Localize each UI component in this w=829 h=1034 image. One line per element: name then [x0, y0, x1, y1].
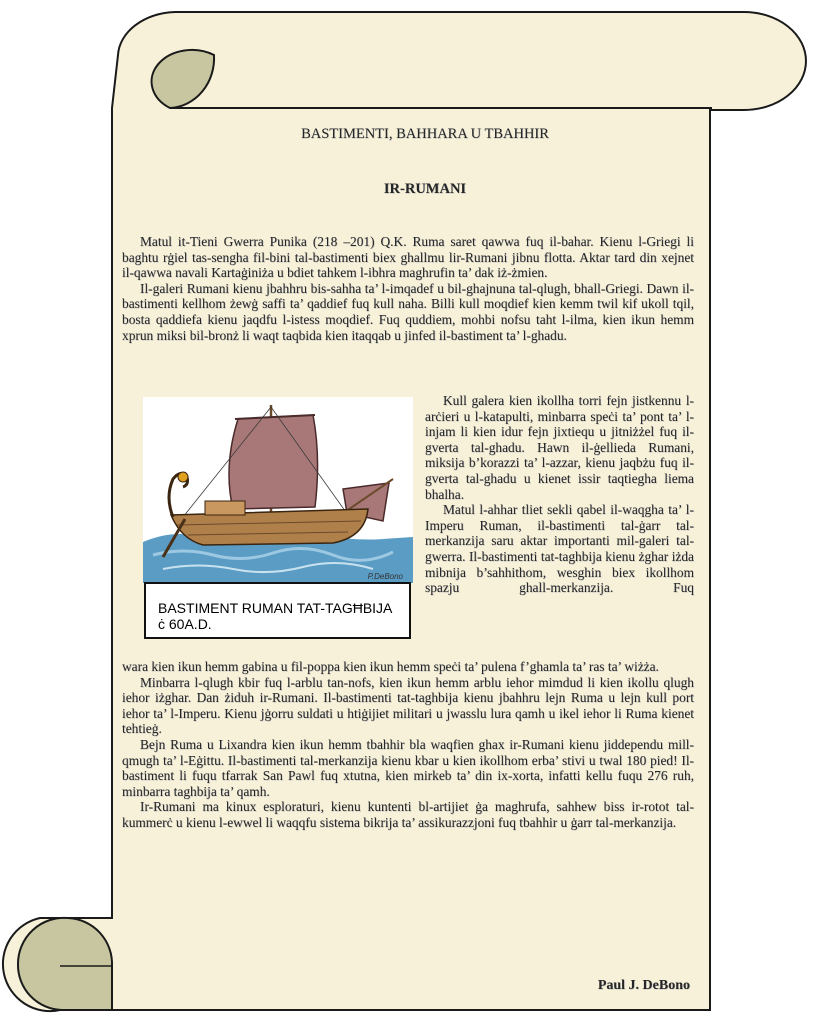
- ship-illustration: [143, 397, 413, 583]
- bottom-curl: [18, 918, 112, 1010]
- paragraph: Matul it-Tieni Gwerra Punika (218 –201) Q.K. Ruma saret qawwa fuq il-bahar. Kienu l-Griegi li baghtu rġiel tas-sengha fil-bini tal-bastimenti biex ghallmu lir-Rumani jibnu flotta. Aktar tard din xejnet il-qawwa navali Kartaġiniża u bdiet tahkem l-ibhra maghrufin ta’ dak iż-żmien.: [122, 234, 694, 281]
- main-text-continued: [122, 659, 694, 831]
- figure-caption: BASTIMENT RUMAN TAT-TAGĦBIJA ċ 60A.D.: [144, 582, 411, 639]
- main-sail: [229, 415, 318, 509]
- side-column-text: [425, 393, 694, 596]
- hull: [171, 509, 368, 545]
- paragraph: Kull galera kien ikollha torri fejn jistkennu l-arċieri u l-katapulti, minbarra speċi ta’ pont ta’ l-injam li kien idur fejn jixtiequ u jitniżżel fuq il-gverta tal-ghadu. Hawn il-ġellieda Rumani, miksija b’korazzi ta’ l-azzar, kienu jaqbżu fuq il-gverta tal-ghadu u kienet issir taqtiegha liema bhalha.: [425, 393, 694, 502]
- ship-drawing: [143, 397, 413, 583]
- paragraph-continuation: wara kien ikun hemm gabina u fil-poppa kien ikun hemm speċi ta’ pulena f’ghamla ta’ ras ta’ wiżża.: [122, 659, 659, 674]
- stern-ornament: [178, 472, 188, 482]
- paragraph: Minbarra l-qlugh kbir fuq l-arblu tan-nofs, kien ikun hemm arblu iehor mimdud li kien ikollu qlugh iehor iżghar. Dan żiduh ir-Rumani. Il-bastimenti tat-taghbija kienu jbahhru lejn Ruma u lejn kull port iehor ta’ l-Imperu. Kienu jġorru suldati u htiġijiet militari u jwasslu lura qamh u ikel iehor li Ruma kienet tehtieġ.: [122, 674, 694, 737]
- artist-signature: P.DeBono: [367, 572, 403, 581]
- cabin: [205, 501, 245, 515]
- author-signature: Paul J. DeBono: [597, 978, 690, 993]
- intro-text: [122, 234, 694, 343]
- paragraph: Il-galeri Rumani kienu jbahhru bis-sahha ta’ l-imqadef u bil-ghajnuna tal-qlugh, bhall-Griegi. Dawn il-bastimenti kellhom żewġ saffi ta’ qaddief fuq kull naha. Billi kull moqdief kien kemm twil kif ukoll tqil, bosta qaddiefa kienu jaqdfu l-istess moqdief. Fuq quddiem, mohbi nofsu taht l-ilma, kien ikun hemm xprun miksi bil-bronż li waqt taqbida kien itaqqab u jinfed il-bastiment ta’ l-ghadu.: [122, 280, 694, 343]
- section-title: IR-RUMANI: [383, 181, 467, 197]
- paragraph: Ir-Rumani ma kinux esploraturi, kienu kuntenti bl-artijiet ġa maghrufa, sahhew biss ir-rotot tal-kummerċ u kienu l-ewwel li waqqfu sistema bikrija ta’ assikurazzjoni fuq tbahhir u ġarr tal-merkanzija.: [122, 799, 694, 830]
- document-title: BASTIMENTI, BAHHARA U TBAHHIR: [301, 126, 549, 142]
- paragraph: Bejn Ruma u Lixandra kien ikun hemm tbahhir bla waqfien ghax ir-Rumani kienu jiddependu mill-qmugh ta’ l-Eġittu. Il-bastimenti tal-merkanzija kienu kbar u kien ikollhom erba’ stivi u twal 180 pied! Il-bastiment li fuqu tfarrak San Pawl fuq xtutna, kien mirkeb ta’ din ix-xorta, infatti kellu fuqu 276 ruh, minbarra taghbija ta’ qamh.: [122, 736, 694, 799]
- paragraph: Matul l-ahhar tliet sekli qabel il-waqgha ta’ l-Imperu Ruman, il-bastimenti tal-ġarr tal-merkanzija saru aktar importanti mil-galeri tal-gwerra. Il-bastimenti tat-taghbija kienu żghar iżda mibnija b’sahhithom, wesghin biex ikollhom spazju ghall-merkanzija. Fuq: [425, 502, 694, 596]
